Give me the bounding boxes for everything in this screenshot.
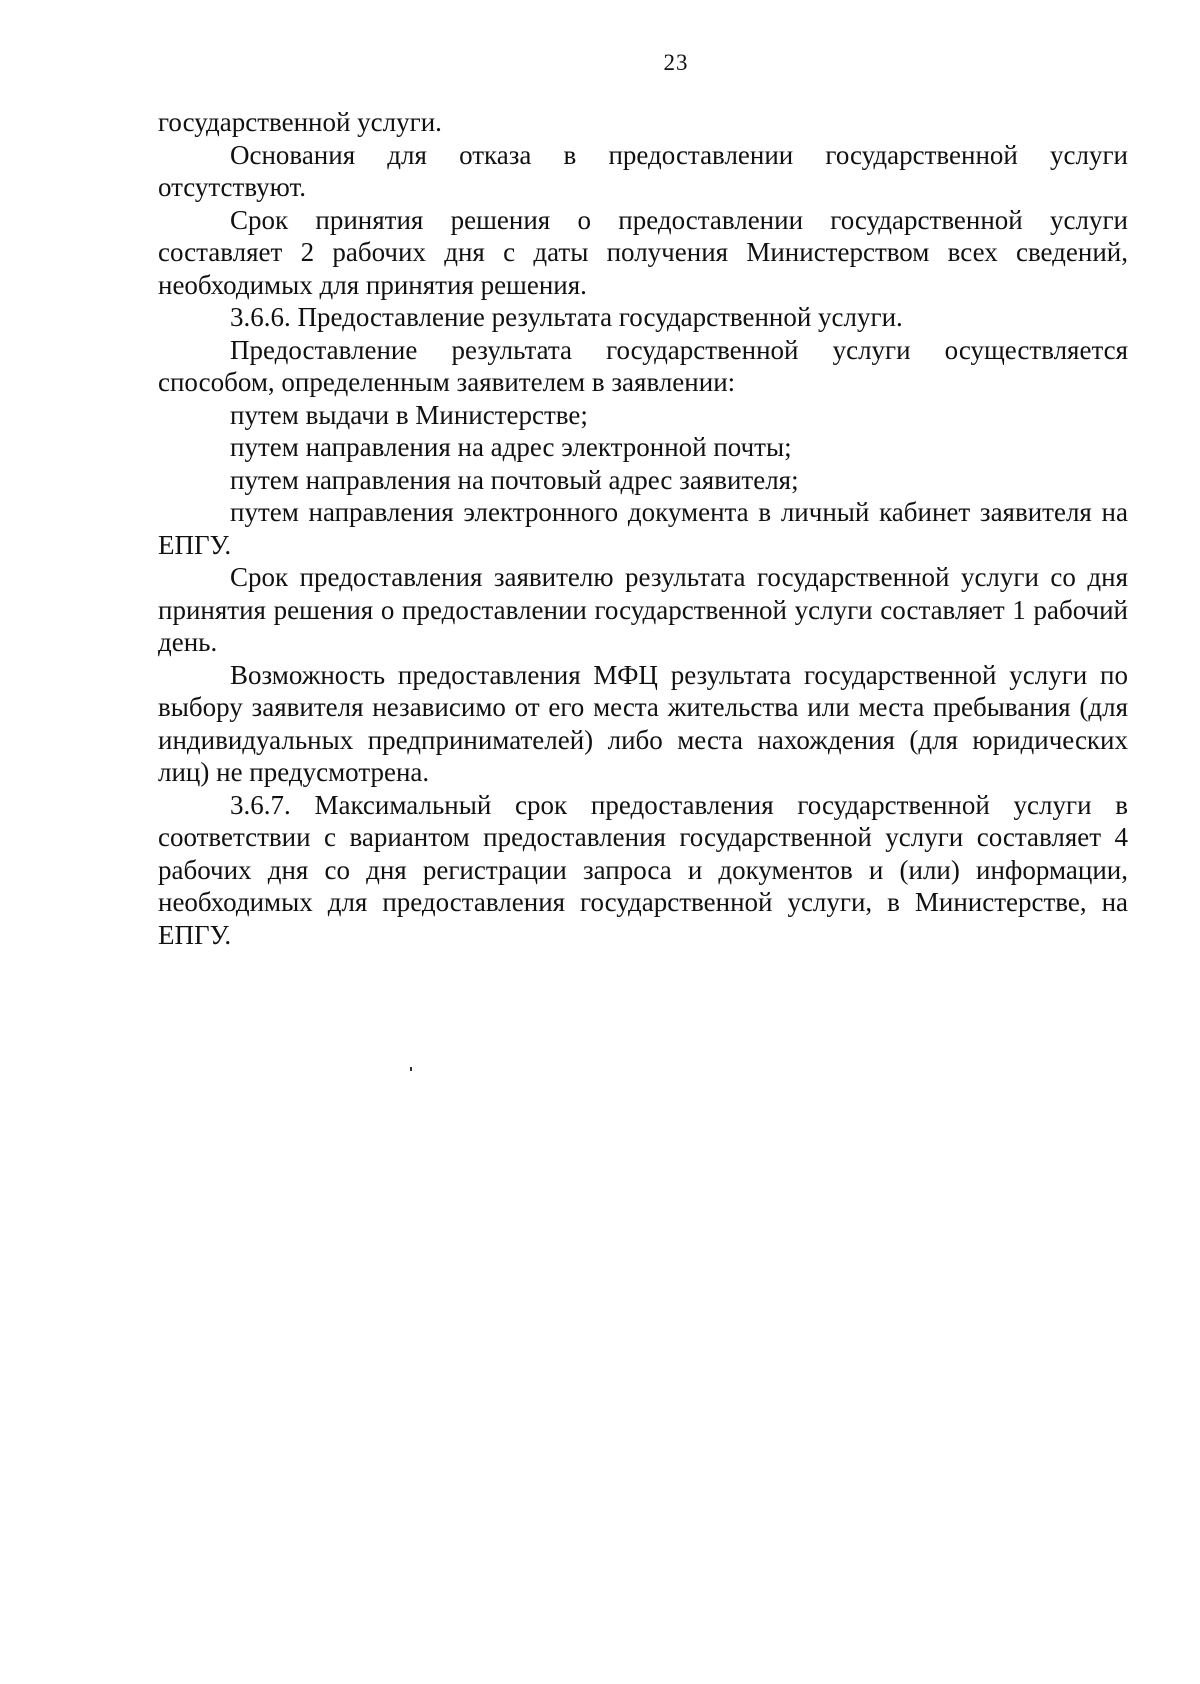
list-item-epgu: путем направления электронного документа в личный кабинет заявителя на ЕПГУ. <box>158 497 1128 560</box>
paragraph-result-method: Предоставление результата государственной услуги осуществляется способом, определенным заявителем в заявлении: <box>158 334 1128 397</box>
list-item-ministry: путем выдачи в Министерстве; <box>230 399 588 430</box>
scan-speck <box>410 1067 412 1071</box>
paragraph-refusal-grounds: Основания для отказа в предоставлении государственной услуги отсутствуют. <box>158 139 1128 202</box>
page-number: 23 <box>663 50 689 75</box>
paragraph-mfc: Возможность предоставления МФЦ результата государственной услуги по выбору заявителя независимо от его места жительства или места пребывания (для индивидуальных предпринимателей) либо места нахождения (для юридических лиц) не предусмотрена. <box>158 659 1128 787</box>
list-item-email: путем направления на адрес электронной почты; <box>230 432 792 462</box>
list-item-postal: путем направления на почтовый адрес заявителя; <box>230 464 799 495</box>
section-heading-3-6-6: 3.6.6. Предоставление результата государственной услуги. <box>230 302 903 332</box>
document-body <box>158 106 1128 951</box>
paragraph-continuation: государственной услуги. <box>158 107 442 137</box>
section-3-6-7: 3.6.7. Максимальный срок предоставления государственной услуги в соответствии с вариантом предоставления государственной услуги составляет 4 рабочих дня со дня регистрации запроса и документов и (или) информации, необходимых для предоставления государственной услуги, в Министерстве, на ЕПГУ. <box>158 789 1128 950</box>
paragraph-result-term: Срок предоставления заявителю результата государственной услуги со дня принятия решения о предоставлении государственной услуги составляет 1 рабочий день. <box>158 562 1128 657</box>
paragraph-decision-term: Срок принятия решения о предоставлении государственной услуги составляет 2 рабочих дня с даты получения Министерством всех сведений, необходимых для принятия решения. <box>158 204 1128 300</box>
